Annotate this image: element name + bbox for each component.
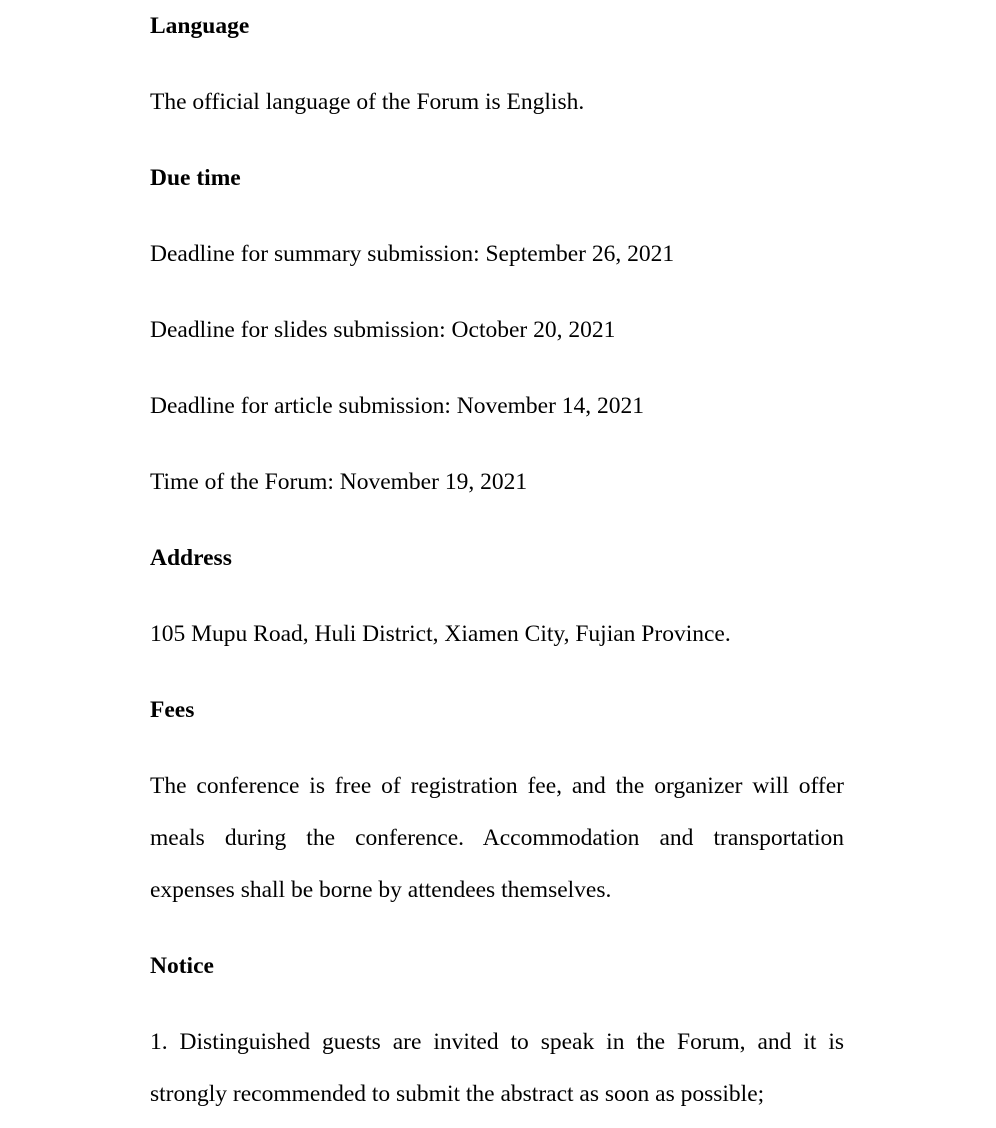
paragraph-forum-time: Time of the Forum: November 19, 2021 [150, 469, 528, 495]
paragraph-deadline-article: Deadline for article submission: November 14, 2021 [150, 393, 645, 419]
section-heading-due-time: Due time [150, 165, 241, 191]
section-heading-fees: Fees [150, 697, 195, 723]
paragraph-deadline-slides: Deadline for slides submission: October 20, 2021 [150, 317, 616, 343]
paragraph-fees: The conference is free of registration fee, and the organizer will offer meals during the conference. Accommodation and transportation expenses shall be borne by attendees themselves. [150, 773, 844, 903]
section-heading-language: Language [150, 13, 250, 39]
paragraph-official-language: The official language of the Forum is English. [150, 89, 585, 115]
paragraph-deadline-summary: Deadline for summary submission: September 26, 2021 [150, 241, 675, 267]
section-heading-address: Address [150, 545, 232, 571]
paragraph-notice-item-1: 1. Distinguished guests are invited to speak in the Forum, and it is strongly recommended to submit the abstract as soon as possible; [150, 1029, 844, 1107]
paragraph-address: 105 Mupu Road, Huli District, Xiamen City, Fujian Province. [150, 621, 731, 647]
section-heading-notice: Notice [150, 953, 214, 979]
